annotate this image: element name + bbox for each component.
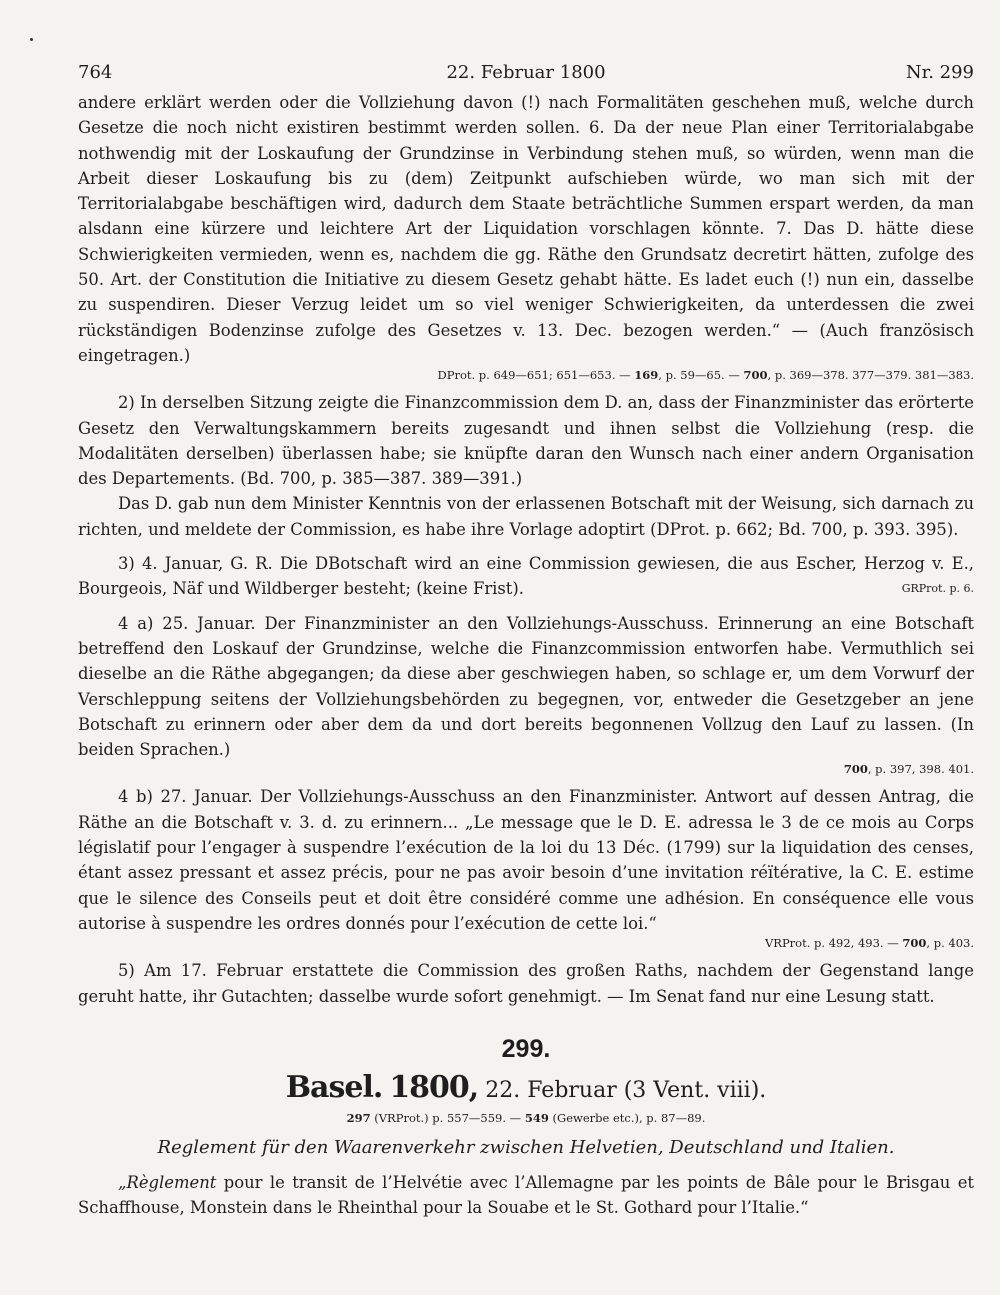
reference-line bbox=[78, 935, 974, 952]
document-number: 299. bbox=[501, 1034, 551, 1063]
ref-bold: 700 bbox=[843, 762, 868, 777]
paragraph-item-2: 2) In derselben Sitzung zeigte die Finanzcommission dem D. an, dass der Finanzminister das erörterte Gesetz den Verwaltungskammern bereits zugesandt und ihnen selbst die Vollziehung (resp. die Modalitäten derselben) überlassen habe; sie knüpfte daran den Wunsch nach einer andern Organisation des Departements. (Bd. 700, p. 385—387. 389—391.) bbox=[78, 393, 974, 489]
ref-bold: 297 bbox=[346, 1110, 371, 1125]
document-body bbox=[78, 1170, 974, 1221]
document-references bbox=[78, 1111, 974, 1125]
document-subject: Reglement für den Waarenverkehr zwischen Helvetien, Deutschland und Italien. bbox=[157, 1136, 895, 1158]
running-header bbox=[78, 62, 974, 90]
ref-text: DProt. p. 649—651; 651—653. — bbox=[437, 368, 635, 383]
ref-text: , p. 403. bbox=[926, 936, 974, 951]
spacer bbox=[78, 542, 974, 551]
header-date: 22. Februar 1800 bbox=[446, 62, 606, 83]
paragraph-text: 3) 4. Januar, G. R. Die DBotschaft wird an eine Commission gewiesen, die aus Escher, Herzog v. E., Bourgeois, Näf und Wildberger besteht; (keine Frist). bbox=[78, 554, 974, 599]
document-heading bbox=[78, 1070, 974, 1105]
ref-bold: 700 bbox=[902, 936, 927, 951]
ref-text: (VRProt.) p. 557—559. — bbox=[370, 1110, 525, 1125]
document-place: Basel. bbox=[285, 1069, 383, 1105]
paragraph-continuation: andere erklärt werden oder die Vollziehung davon (!) nach Formalitäten geschehen muß, welche durch Gesetze die noch nicht existiren bestimmt werden sollen. 6. Da der neue Plan einer Territorialabgabe nothwendig mit der Loskaufung der Grundzinse in Verbindung stehen muß, so würden, wenn man die Arbeit dieser Loskaufung bis zu (dem) Zeitpunkt aufschieben würde, wo man sich mit der Territorialabgabe beschäftigen wird, dadurch dem Staate beträchtliche Summen erspart werden, da man alsdann eine kürzere und leichtere Art der Liquidation vorschlagen könnte. 7. Das D. hätte diese Schwierigkeiten vermieden, wenn es, nachdem die gg. Räthe den Grundsatz decretirt hätten, zufolge des 50. Art. der Constitution die Initiative zu diesem Gesetz gehabt hätte. Es ladet euch (!) nun ein, dasselbe zu suspendiren. Dieser Verzug leidet um so viel weniger Schwierigkeiten, da unterdessen die zwei rückständigen Bodenzinse zufolge des Gesetzes v. 13. Dec. bezogen werden.“ — (Auch französisch eingetragen.) bbox=[78, 93, 974, 365]
ref-text: VRProt. p. 492, 493. — bbox=[764, 936, 903, 951]
paragraph-item-2-cont: Das D. gab nun dem Minister Kenntnis von der erlassenen Botschaft mit der Weisung, sich darnach zu richten, und meldete der Commission, es habe ihre Vorlage adoptirt (DProt. p. 662; Bd. 700, p. 393. 395). bbox=[78, 494, 974, 539]
ref-bold: 700 bbox=[743, 368, 768, 383]
paragraph-item-3 bbox=[78, 551, 974, 602]
paragraph-item-4b: 4 b) 27. Januar. Der Vollziehungs-Ausschuss an den Finanzminister. Antwort auf dessen Antrag, die Räthe an die Botschaft v. 3. d. zu erinnern... „Le message que le D. E. adressa le 3 de ce mois au Corps législatif pour l’engager à suspendre l’exécution de la loi du 13 Déc. (1799) sur la liquidation des censes, étant assez pressant et assez précis, pour ne pas avoir besoin d’une invitation réïtérative, la C. E. estime que le silence des Conseils peut et doit être considéré comme une adhésion. En conséquence elle vous autorise à suspendre les ordres donnés pour l’exécution de cette loi.“ bbox=[78, 787, 974, 933]
ref-bold: 169 bbox=[634, 368, 659, 383]
body-italic: „Règlement bbox=[118, 1172, 217, 1192]
page-number: 764 bbox=[78, 62, 113, 83]
ref-text: (Gewerbe etc.), p. 87—89. bbox=[548, 1110, 706, 1125]
paragraph-item-5: 5) Am 17. Februar erstattete die Commission des großen Raths, nachdem der Gegenstand lange geruht hatte, ihr Gutachten; dasselbe wurde sofort genehmigt. — Im Senat fand nur eine Lesung statt. bbox=[78, 961, 974, 1006]
reference-line bbox=[78, 761, 974, 778]
ref-bold: 549 bbox=[524, 1110, 549, 1125]
document-year: 1800, bbox=[389, 1069, 479, 1105]
page bbox=[78, 62, 974, 1220]
header-doc-number: Nr. 299 bbox=[905, 62, 974, 83]
document-date: 22. Februar (3 Vent. viii). bbox=[485, 1077, 767, 1103]
inline-reference: GRProt. p. 6. bbox=[901, 582, 974, 596]
paragraph-item-4a: 4 a) 25. Januar. Der Finanzminister an den Vollziehungs-Ausschuss. Erinnerung an eine Botschaft betreffend den Loskauf der Grundzinse, welche die Finanzcommission entworfen habe. Vermuthlich sei dieselbe an die Räthe abgegangen; da diese aber geschwiegen haben, so schlage er, um dem Vorwurf der Verschleppung seitens der Vollziehungsbehörden zu begegnen, vor, entweder die Gesetzgeber an jene Botschaft zu erinnern oder aber dem da und dort bereits begonnenen Vollzug den Lauf zu lassen. (In beiden Sprachen.) bbox=[78, 613, 974, 760]
ref-text: , p. 369—378. 377—379. 381—383. bbox=[767, 368, 974, 383]
ref-text: , p. 397, 398. 401. bbox=[867, 762, 974, 777]
spacer bbox=[78, 602, 974, 611]
body-text: pour le transit de l’Helvétie avec l’Allemagne par les points de Bâle pour le Brisgau et Schaffhouse, Monstein dans le Rheinthal pour la Souabe et le St. Gothard pour l’Italie.“ bbox=[78, 1172, 974, 1218]
ref-text: , p. 59—65. — bbox=[658, 368, 744, 383]
stray-mark bbox=[30, 38, 33, 41]
reference-line bbox=[78, 367, 974, 384]
